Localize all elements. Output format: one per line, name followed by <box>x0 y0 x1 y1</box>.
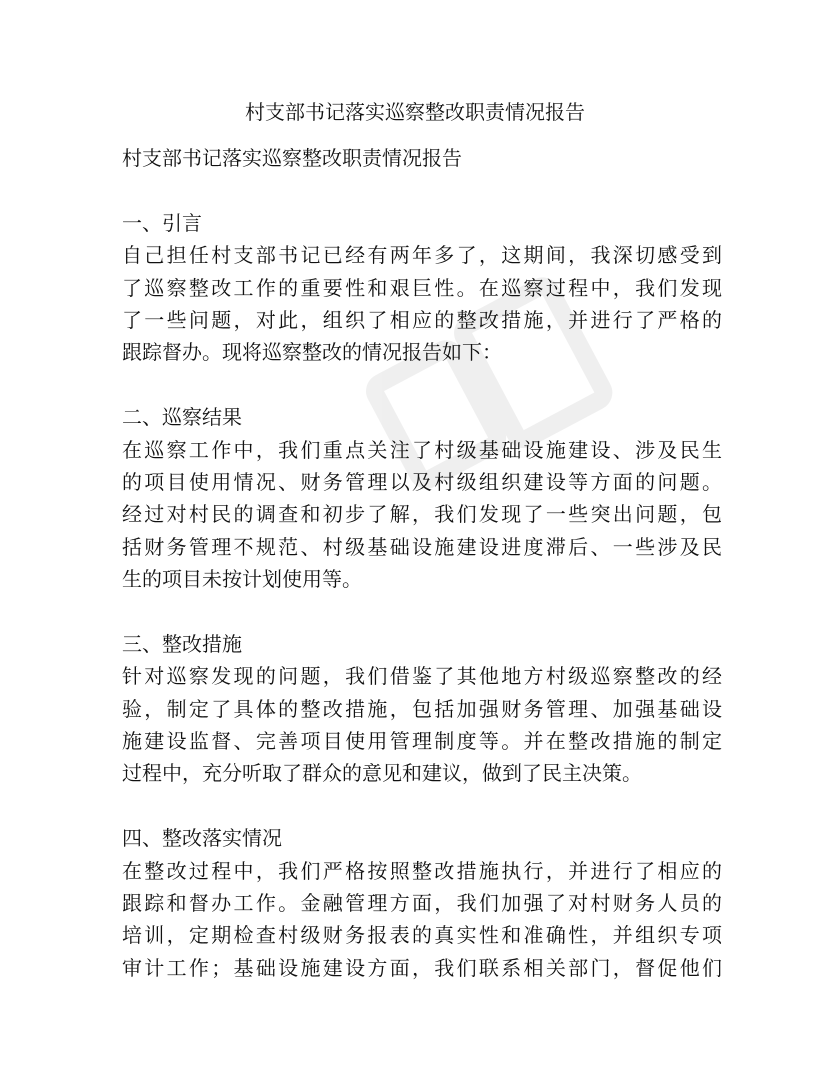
paragraph-line: 的项目使用情况、财务管理以及村级组织建设等方面的问题。 <box>122 469 722 494</box>
section-introduction <box>122 207 722 369</box>
section-rectification-measures <box>122 628 722 790</box>
paragraph-line: 生的项目未按计划使用等。 <box>122 567 362 592</box>
section-heading: 二、巡察结果 <box>122 405 242 430</box>
paragraph-line: 跟踪督办。现将巡察整改的情况报告如下： <box>122 340 502 365</box>
paragraph-line: 经过对村民的调查和初步了解，我们发现了一些突出问题，包 <box>122 502 722 527</box>
paragraph-line: 在巡察工作中，我们重点关注了村级基础设施建设、涉及民生 <box>122 437 722 462</box>
paragraph-line: 了巡察整改工作的重要性和艰巨性。在巡察过程中，我们发现 <box>122 275 722 300</box>
section-heading: 三、整改措施 <box>122 631 242 656</box>
paragraph-line: 针对巡察发现的问题，我们借鉴了其他地方村级巡察整改的经 <box>122 664 722 689</box>
section-heading: 四、整改落实情况 <box>122 826 282 851</box>
paragraph-line: 培训，定期检查村级财务报表的真实性和准确性，并组织专项 <box>122 923 722 948</box>
section-heading: 一、引言 <box>122 210 202 235</box>
blank-line <box>122 790 722 822</box>
paragraph-line: 审计工作；基础设施建设方面，我们联系相关部门，督促他们 <box>122 955 722 980</box>
document-body <box>122 142 722 984</box>
paragraph-line: 自己担任村支部书记已经有两年多了，这期间，我深切感受到 <box>122 243 722 268</box>
paragraph-line: 了一些问题，对此，组织了相应的整改措施，并进行了严格的 <box>122 307 722 332</box>
paragraph-line: 在整改过程中，我们严格按照整改措施执行，并进行了相应的 <box>122 858 722 883</box>
document-subtitle: 村支部书记落实巡察整改职责情况报告 <box>122 146 462 170</box>
section-implementation <box>122 822 722 984</box>
paragraph-line: 施建设监督、完善项目使用管理制度等。并在整改措施的制定 <box>122 729 722 754</box>
blank-line <box>122 595 722 627</box>
document-title: 村支部书记落实巡察整改职责情况报告 <box>245 100 585 124</box>
section-inspection-results <box>122 401 722 595</box>
paragraph-line: 过程中，充分听取了群众的意见和建议，做到了民主决策。 <box>122 761 642 786</box>
blank-line <box>122 369 722 401</box>
paragraph-line: 验，制定了具体的整改措施，包括加强财务管理、加强基础设 <box>122 696 722 721</box>
paragraph-line: 括财务管理不规范、村级基础设施建设进度滞后、一些涉及民 <box>122 534 722 559</box>
paragraph-line: 跟踪和督办工作。金融管理方面，我们加强了对村财务人员的 <box>122 890 722 915</box>
blank-line <box>122 174 722 206</box>
